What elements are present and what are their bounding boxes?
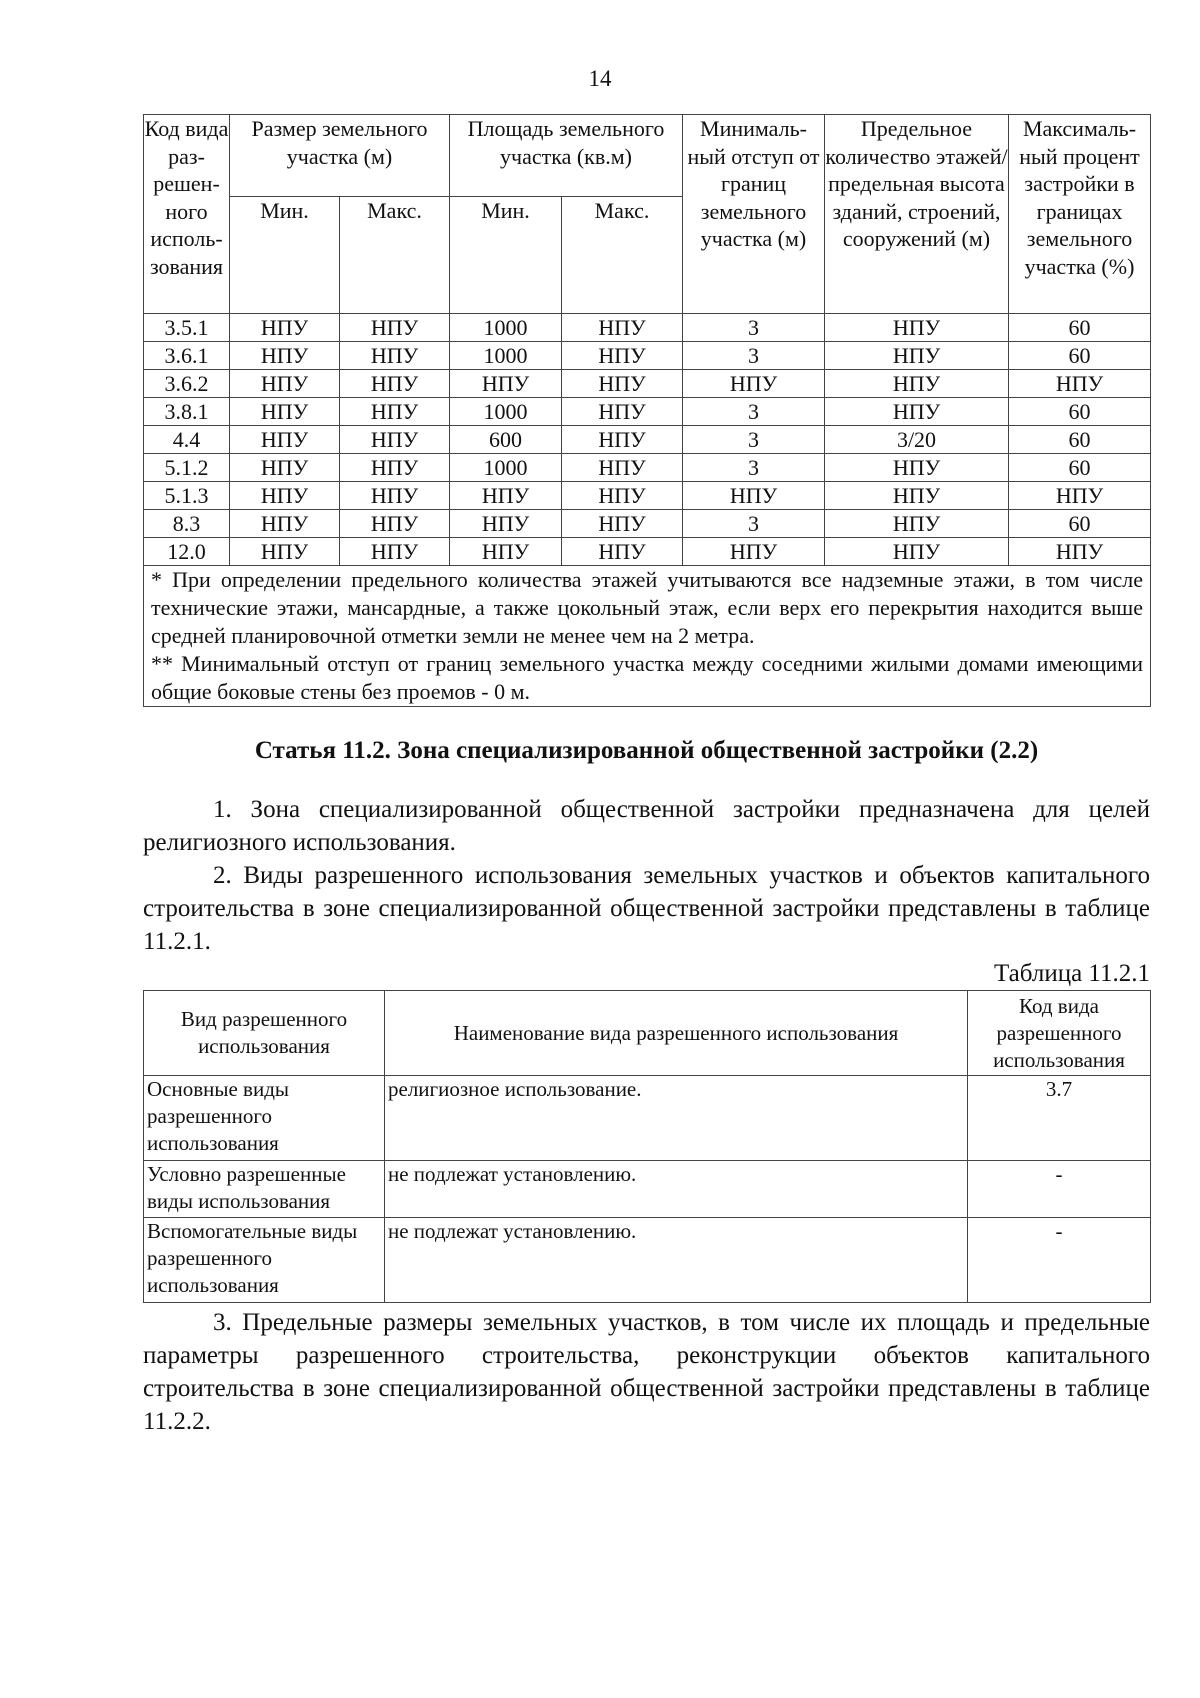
table-row (144, 342, 1151, 370)
table-row (144, 370, 1151, 398)
paragraph-3: 3. Предельные размеры земельных участков, в том числе их площадь и предельные параметры разрешенного строительства, реконструкции объектов капитального строительства в зоне специализированной общественной застройки представлены в таблице 11.2.2. (143, 1309, 1150, 1435)
area-min-cell: 1000 (450, 314, 562, 342)
zoning-parameters-table (143, 114, 1151, 707)
header-min-offset: Минималь-ный отступ от границ земельного участка (м) (683, 115, 825, 314)
size-max-cell: НПУ (340, 482, 450, 510)
code-cell: 5.1.2 (144, 454, 230, 482)
size-max-cell: НПУ (340, 510, 450, 538)
table-row (144, 1076, 1151, 1161)
header-plot-size: Размер земельного участка (м) (230, 115, 450, 197)
table-notes (144, 566, 1151, 707)
size-min-cell: НПУ (230, 398, 340, 426)
paragraph-1: 1. Зона специализированной общественной застройки предназначена для целей религиозного использования. (143, 796, 1150, 856)
note-floors: * При определении предельного количества этажей учитываются все надземные этажи, в том числе технические этажи, мансардные, а также цокольный этаж, если верх его перекрытия находится выше средней планировочной отметки земли не менее чем на 2 метра. (151, 567, 1143, 648)
percent-cell: 60 (1009, 342, 1151, 370)
area-max-cell: НПУ (562, 342, 683, 370)
size-max-cell: НПУ (340, 454, 450, 482)
area-max-cell: НПУ (562, 370, 683, 398)
page-number: 14 (588, 66, 612, 91)
percent-cell: НПУ (1009, 538, 1151, 566)
floors-cell: НПУ (825, 342, 1009, 370)
size-max-cell: НПУ (340, 370, 450, 398)
table-row (144, 454, 1151, 482)
use-type-cell: Условно разрешенные виды использования (144, 1161, 385, 1218)
size-max-cell: НПУ (340, 342, 450, 370)
table-caption: Таблица 11.2.1 (994, 960, 1150, 987)
table-row (144, 482, 1151, 510)
size-max-cell: НПУ (340, 426, 450, 454)
header-use-code: Код вида разрешенного использования (968, 991, 1151, 1076)
table-row (144, 510, 1151, 538)
code-cell: 5.1.3 (144, 482, 230, 510)
note-offset: ** Минимальный отступ от границ земельного участка между соседними жилыми домами имеющими общие боковые стены без проемов - 0 м. (151, 651, 1143, 704)
use-name-cell: религиозное использование. (385, 1076, 968, 1161)
offset-cell: 3 (683, 342, 825, 370)
header-use-name: Наименование вида разрешенного использования (385, 991, 968, 1076)
area-min-cell: НПУ (450, 538, 562, 566)
size-min-cell: НПУ (230, 538, 340, 566)
area-min-cell: НПУ (450, 482, 562, 510)
table-row (144, 426, 1151, 454)
header-max-floors: Предельное количество этажей/ предельная высота зданий, строений, сооружений (м) (825, 115, 1009, 314)
area-max-cell: НПУ (562, 426, 683, 454)
use-name-cell: не подлежат установлению. (385, 1218, 968, 1303)
area-max-cell: НПУ (562, 538, 683, 566)
floors-cell: НПУ (825, 510, 1009, 538)
percent-cell: НПУ (1009, 482, 1151, 510)
code-cell: 3.8.1 (144, 398, 230, 426)
code-cell: 3.6.2 (144, 370, 230, 398)
percent-cell: 60 (1009, 454, 1151, 482)
area-max-cell: НПУ (562, 482, 683, 510)
use-type-cell: Вспомогательные виды разрешенного использования (144, 1218, 385, 1303)
table-row (144, 538, 1151, 566)
offset-cell: НПУ (683, 538, 825, 566)
area-max-cell: НПУ (562, 314, 683, 342)
header-size-min: Мин. (230, 197, 340, 314)
paragraph-2: 2. Виды разрешенного использования земельных участков и объектов капитального строительства в зоне специализированной общественной застройки представлены в таблице 11.2.1. (143, 862, 1150, 955)
area-max-cell: НПУ (562, 510, 683, 538)
size-min-cell: НПУ (230, 314, 340, 342)
offset-cell: 3 (683, 454, 825, 482)
code-cell: 3.6.1 (144, 342, 230, 370)
code-cell: 3.5.1 (144, 314, 230, 342)
header-size-max: Макс. (340, 197, 450, 314)
floors-cell: НПУ (825, 398, 1009, 426)
use-type-cell: Основные виды разрешенного использования (144, 1076, 385, 1161)
code-cell: 4.4 (144, 426, 230, 454)
size-min-cell: НПУ (230, 370, 340, 398)
percent-cell: НПУ (1009, 370, 1151, 398)
header-max-percent: Максималь-ный процент застройки в границах земельного участка (%) (1009, 115, 1151, 314)
offset-cell: 3 (683, 398, 825, 426)
offset-cell: НПУ (683, 482, 825, 510)
percent-cell: 60 (1009, 314, 1151, 342)
use-code-cell: - (968, 1218, 1151, 1303)
area-max-cell: НПУ (562, 398, 683, 426)
use-code-cell: - (968, 1161, 1151, 1218)
code-cell: 8.3 (144, 510, 230, 538)
percent-cell: 60 (1009, 398, 1151, 426)
table-row (144, 398, 1151, 426)
area-min-cell: НПУ (450, 510, 562, 538)
offset-cell: 3 (683, 510, 825, 538)
percent-cell: 60 (1009, 426, 1151, 454)
area-min-cell: 1000 (450, 342, 562, 370)
floors-cell: НПУ (825, 314, 1009, 342)
size-min-cell: НПУ (230, 510, 340, 538)
code-cell: 12.0 (144, 538, 230, 566)
size-max-cell: НПУ (340, 538, 450, 566)
header-code: Код вида раз-решен-ного исполь-зования (144, 115, 230, 314)
header-area-max: Макс. (562, 197, 683, 314)
offset-cell: НПУ (683, 370, 825, 398)
size-min-cell: НПУ (230, 482, 340, 510)
table-row (144, 1218, 1151, 1303)
area-min-cell: 1000 (450, 454, 562, 482)
size-max-cell: НПУ (340, 314, 450, 342)
size-min-cell: НПУ (230, 342, 340, 370)
header-use-type: Вид разрешенного использования (144, 991, 385, 1076)
area-min-cell: 600 (450, 426, 562, 454)
floors-cell: НПУ (825, 370, 1009, 398)
use-name-cell: не подлежат установлению. (385, 1161, 968, 1218)
table-row (144, 1161, 1151, 1218)
offset-cell: 3 (683, 426, 825, 454)
floors-cell: 3/20 (825, 426, 1009, 454)
area-min-cell: НПУ (450, 370, 562, 398)
floors-cell: НПУ (825, 454, 1009, 482)
floors-cell: НПУ (825, 482, 1009, 510)
permitted-use-table (143, 990, 1151, 1303)
area-min-cell: 1000 (450, 398, 562, 426)
size-max-cell: НПУ (340, 398, 450, 426)
offset-cell: 3 (683, 314, 825, 342)
area-max-cell: НПУ (562, 454, 683, 482)
header-plot-area: Площадь земельного участка (кв.м) (450, 115, 683, 197)
floors-cell: НПУ (825, 538, 1009, 566)
table-row (144, 314, 1151, 342)
article-heading: Статья 11.2. Зона специализированной общественной застройки (2.2) (254, 737, 1039, 764)
percent-cell: 60 (1009, 510, 1151, 538)
size-min-cell: НПУ (230, 426, 340, 454)
use-code-cell: 3.7 (968, 1076, 1151, 1161)
header-area-min: Мин. (450, 197, 562, 314)
size-min-cell: НПУ (230, 454, 340, 482)
